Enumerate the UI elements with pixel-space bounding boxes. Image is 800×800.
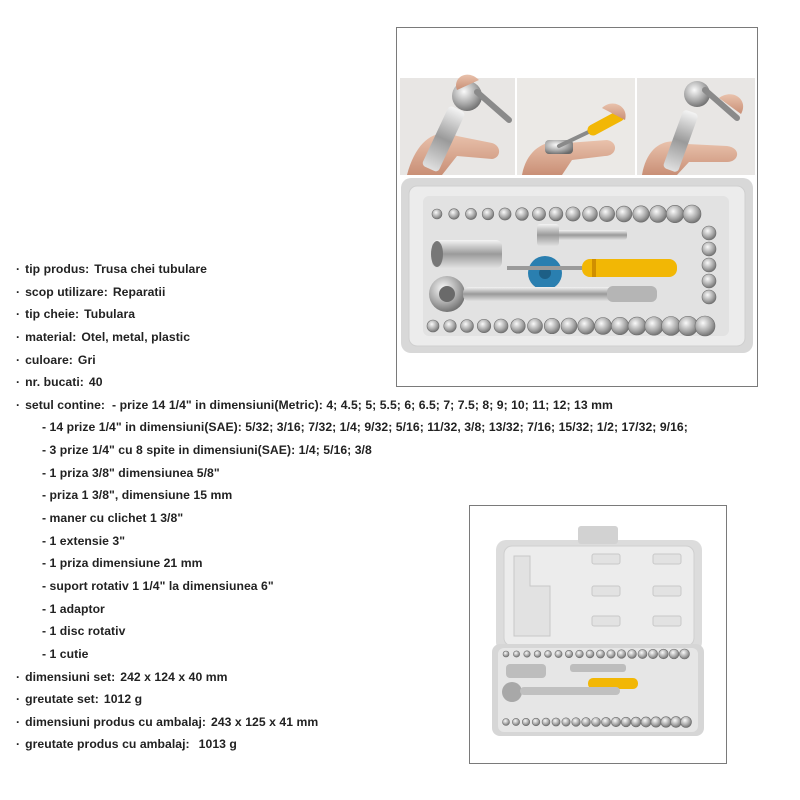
bullet: · [16, 737, 21, 752]
socket [611, 317, 629, 335]
socket [544, 318, 560, 334]
socket [562, 718, 570, 726]
socket [628, 650, 637, 659]
contents-item-text: - 1 extensie 3" [42, 533, 126, 548]
contents-item-text: - 1 priza dimensiune 21 mm [42, 556, 203, 571]
socket [432, 209, 442, 219]
socket [596, 650, 604, 658]
usage-photo-3 [637, 78, 755, 175]
socket [595, 318, 612, 335]
socket-set-case-illustration [470, 506, 726, 763]
bullet: · [16, 714, 21, 729]
socket [645, 317, 664, 336]
socket [545, 651, 552, 658]
socket [427, 320, 439, 332]
socket [669, 649, 679, 659]
socket [695, 316, 715, 336]
bullet: · [16, 375, 21, 390]
socket [576, 650, 584, 658]
spec-value: - prize 14 1/4" in dimensiuni(Metric): 4; 4.5; 5; 5.5; 6; 6.5; 7; 7.5; 8; 9; 10; 11; 12; 13 mm [112, 397, 613, 412]
contents-item-text: - 1 disc rotativ [42, 624, 126, 639]
contents-item-text: - 14 prize 1/4" in dimensiuni(SAE): 5/32; 3/16; 7/32; 1/4; 9/32; 5/16; 11/32, 3/8; 13/32; 7/16; 15/32; 1/2; 17/32; 9/16; [42, 420, 688, 435]
spec-value: 40 [88, 375, 103, 390]
socket [503, 719, 510, 726]
contents-item-text: - suport rotativ 1 1/4" la dimensiunea 6" [42, 578, 274, 593]
usage-photo-2 [517, 78, 635, 175]
spec-label: dimensiuni produs cu ambalaj: [25, 714, 207, 729]
socket [582, 718, 591, 727]
socket [628, 317, 646, 335]
product-photo-bottom [469, 505, 727, 764]
socket [524, 651, 530, 657]
spec-label: scop utilizare: [25, 284, 108, 299]
socket [534, 651, 541, 658]
spec-value: 243 x 125 x 41 mm [211, 714, 319, 729]
socket [532, 718, 540, 726]
open-case [401, 178, 753, 353]
socket [522, 718, 529, 725]
socket [702, 274, 716, 288]
socket [566, 207, 580, 221]
bullet: · [16, 307, 21, 322]
socket [631, 717, 641, 727]
socket [666, 205, 683, 222]
spec-label: culoare: [25, 352, 73, 367]
spec-label: tip produs: [25, 262, 90, 276]
contents-item-text: - 3 prize 1/4" cu 8 spite in dimensiuni(SAE): 1/4; 5/16; 3/8 [42, 443, 372, 458]
socket [683, 205, 701, 223]
socket [572, 718, 581, 727]
contents-item [16, 484, 688, 507]
socket [444, 320, 457, 333]
spec-value: Tubulara [84, 307, 136, 322]
socket [461, 320, 474, 333]
socket [611, 717, 620, 726]
spec-value: 1013 g [198, 737, 237, 752]
socket [494, 319, 508, 333]
socket [651, 717, 661, 727]
bullet: · [16, 397, 21, 412]
socket [561, 318, 577, 334]
bullet: · [16, 352, 21, 367]
socket [702, 242, 716, 256]
socket [513, 651, 519, 657]
spec-value: Reparatii [112, 284, 166, 299]
socket [477, 319, 491, 333]
socket [680, 649, 690, 659]
contents-item-text: - 1 adaptor [42, 601, 105, 616]
spec-label: greutate set: [25, 692, 99, 707]
contents-item [16, 462, 688, 485]
socket [681, 717, 692, 728]
socket [648, 649, 657, 658]
socket [532, 207, 545, 220]
contents-item-text: - 1 priza 3/8" dimensiunea 5/8" [42, 465, 220, 480]
spec-label: tip cheie: [25, 307, 80, 322]
product-photo-top [396, 27, 758, 387]
socket [702, 226, 716, 240]
usage-photo-1 [400, 75, 515, 175]
socket [659, 649, 669, 659]
socket [465, 208, 476, 219]
contents-item [16, 416, 688, 439]
socket [503, 651, 509, 657]
spec-label: dimensiuni set: [25, 669, 116, 684]
bullet: · [16, 284, 21, 299]
socket [449, 209, 460, 220]
socket [617, 650, 626, 659]
socket [661, 717, 672, 728]
socket [512, 718, 519, 725]
bullet: · [16, 329, 21, 344]
socket-set-usage-illustration [397, 28, 757, 386]
spec-value: Gri [77, 352, 96, 367]
socket [552, 718, 560, 726]
socket [671, 717, 682, 728]
bullet: · [16, 692, 21, 707]
socket [650, 206, 667, 223]
socket [702, 290, 716, 304]
socket [583, 207, 598, 222]
contents-item-text: - maner cu clichet 1 3/8" [42, 511, 184, 526]
contents-item-text: - 1 cutie [42, 646, 89, 661]
socket [601, 717, 610, 726]
bullet: · [16, 669, 21, 684]
socket [599, 206, 614, 221]
socket [542, 718, 550, 726]
socket [616, 206, 632, 222]
socket [607, 650, 615, 658]
socket [578, 318, 595, 335]
socket [516, 208, 529, 221]
spec-value: 1012 g [103, 692, 143, 707]
socket [482, 208, 494, 220]
spec-label: setul contine: [25, 397, 106, 412]
spec-value: Otel, metal, plastic [81, 329, 191, 344]
socket [549, 207, 563, 221]
socket [662, 317, 681, 336]
socket [702, 258, 716, 272]
socket [638, 649, 647, 658]
socket [633, 206, 649, 222]
contents-item [16, 439, 688, 462]
spec-label: material: [25, 329, 77, 344]
socket [528, 319, 543, 334]
socket [565, 650, 572, 657]
socket [586, 650, 594, 658]
socket [555, 650, 562, 657]
socket [499, 208, 511, 220]
spec-value: 242 x 124 x 40 mm [120, 669, 228, 684]
spec-label: greutate produs cu ambalaj: [25, 737, 190, 752]
contents-item-text: - priza 1 3/8", dimensiune 15 mm [42, 488, 233, 503]
socket [621, 717, 631, 727]
bullet: · [16, 262, 21, 276]
spec-item-setul-contine [16, 394, 688, 417]
spec-value: Trusa chei tubulare [94, 262, 207, 276]
socket [511, 319, 526, 334]
socket [592, 718, 601, 727]
spec-label: nr. bucati: [25, 375, 84, 390]
socket [641, 717, 651, 727]
